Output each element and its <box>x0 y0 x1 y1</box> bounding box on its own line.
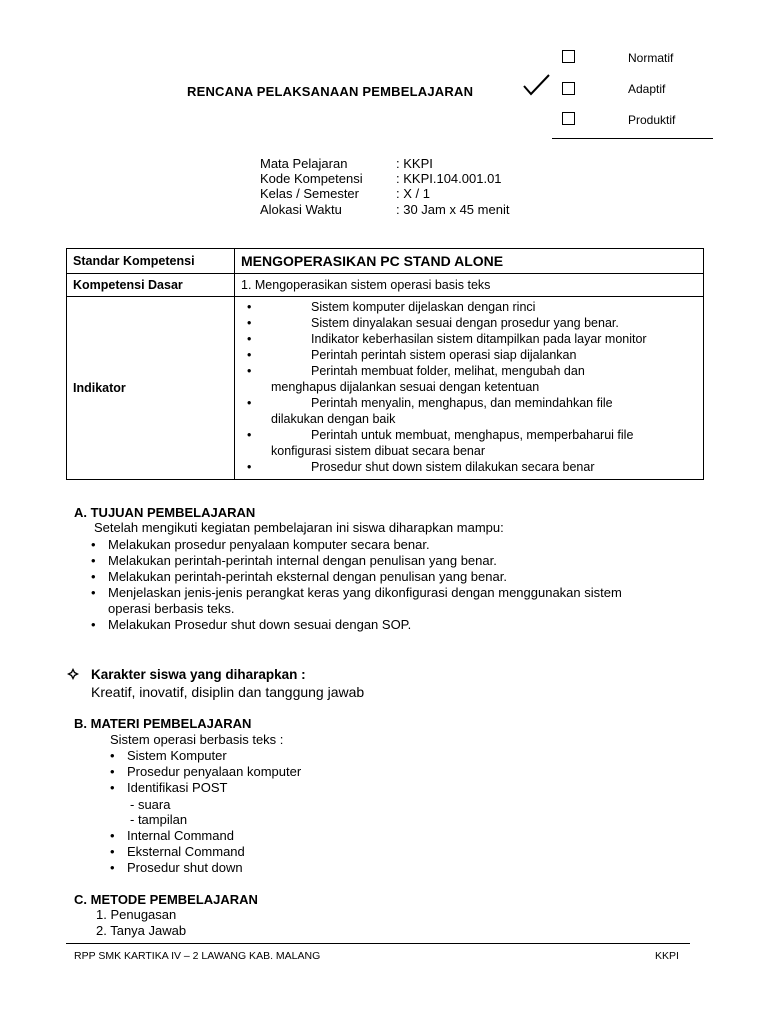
list-item: • Perintah untuk membuat, menghapus, memperbaharui file konfigurasi sistem dibuat secara benar <box>247 428 634 458</box>
list-item: • Melakukan Prosedur shut down sesuai dengan SOP. <box>91 617 412 632</box>
tujuan-list <box>88 537 708 633</box>
dasar-value: 1. Mengoperasikan sistem operasi basis teks <box>235 274 704 297</box>
indikator-cell <box>235 297 704 480</box>
page-title: RENCANA PELAKSANAAN PEMBELAJARAN <box>187 84 474 99</box>
meta-label: Kode Kompetensi <box>260 171 363 186</box>
metode-title: C. METODE PEMBELAJARAN <box>74 892 258 907</box>
meta-value: : KKPI <box>396 156 433 171</box>
list-item-text: Prosedur shut down <box>127 860 243 875</box>
produktif-checkbox[interactable] <box>562 112 575 125</box>
metode-item: 1. Penugasan <box>96 907 177 922</box>
list-item-text: menghapus dijalankan sesuai dengan ketentuan <box>271 380 540 394</box>
standar-value: MENGOPERASIKAN PC STAND ALONE <box>235 249 704 274</box>
list-item: • Prosedur shut down sistem dilakukan secara benar <box>247 460 595 474</box>
list-item-text: Perintah perintah sistem operasi siap dijalankan <box>311 348 577 362</box>
list-item: • Identifikasi POST <box>110 780 228 795</box>
materi-list <box>107 748 407 796</box>
produktif-label: Produktif <box>628 113 676 127</box>
dasar-label: Kompetensi Dasar <box>67 274 235 297</box>
list-item: • Prosedur penyalaan komputer <box>110 764 302 779</box>
list-item-text: Perintah membuat folder, melihat, mengubah dan <box>311 364 585 378</box>
list-item: • Melakukan perintah-perintah internal dengan penulisan yang benar. <box>91 553 497 568</box>
list-item-text: Melakukan perintah-perintah eksternal dengan penulisan yang benar. <box>108 569 507 584</box>
list-item: • Sistem dinyalakan sesuai dengan prosedur yang benar. <box>247 316 619 330</box>
meta-value: : 30 Jam x 45 menit <box>396 202 510 217</box>
footer-divider <box>66 943 690 944</box>
list-item: • Melakukan perintah-perintah eksternal dengan penulisan yang benar. <box>91 569 507 584</box>
list-item-text: Perintah menyalin, menghapus, dan memindahkan file <box>311 396 613 410</box>
list-item-text: konfigurasi sistem dibuat secara benar <box>271 444 486 458</box>
adaptif-checkbox[interactable] <box>562 82 575 95</box>
normatif-label: Normatif <box>628 51 674 65</box>
list-item: • Perintah membuat folder, melihat, mengubah dan menghapus dijalankan sesuai dengan ketentuan <box>247 364 585 394</box>
list-item-text: operasi berbasis teks. <box>108 601 235 616</box>
footer-left: RPP SMK KARTIKA IV – 2 LAWANG KAB. MALANG <box>74 950 321 962</box>
list-item: • Perintah perintah sistem operasi siap dijalankan <box>247 348 577 362</box>
tujuan-title: A. TUJUAN PEMBELAJARAN <box>74 505 256 520</box>
table-row <box>67 274 704 297</box>
metode-item: 2. Tanya Jawab <box>96 923 187 938</box>
list-item: • Melakukan prosedur penyalaan komputer secara benar. <box>91 537 430 552</box>
meta-value: : KKPI.104.001.01 <box>396 171 502 186</box>
materi-list <box>107 828 407 876</box>
footer-right: KKPI <box>655 950 679 962</box>
list-item: • Indikator keberhasilan sistem ditampilkan pada layar monitor <box>247 332 647 346</box>
standar-label: Standar Kompetensi <box>67 249 235 274</box>
list-item-text: Perintah untuk membuat, menghapus, memperbaharui file <box>311 428 634 442</box>
list-item-text: Internal Command <box>127 828 234 843</box>
table-row <box>67 249 704 274</box>
list-item-text: Melakukan perintah-perintah internal dengan penulisan yang benar. <box>108 553 497 568</box>
list-item: • Sistem Komputer <box>110 748 227 763</box>
list-item-text: Sistem komputer dijelaskan dengan rinci <box>311 300 536 314</box>
materi-intro: Sistem operasi berbasis teks : <box>110 732 284 747</box>
list-item-text: Sistem dinyalakan sesuai dengan prosedur yang benar. <box>311 316 619 330</box>
list-item-text: Prosedur penyalaan komputer <box>127 764 302 779</box>
list-item-text: Identifikasi POST <box>127 780 228 795</box>
indikator-label: Indikator <box>67 297 235 480</box>
adaptif-label: Adaptif <box>628 82 666 96</box>
karakter-text: Kreatif, inovatif, disiplin dan tanggung jawab <box>91 684 365 700</box>
list-item-text: dilakukan dengan baik <box>271 412 396 426</box>
list-item: • Eksternal Command <box>110 844 245 859</box>
checkmark-icon <box>522 72 552 98</box>
list-item-text: Eksternal Command <box>127 844 245 859</box>
competency-table <box>66 248 704 480</box>
table-row <box>67 297 704 480</box>
list-item: • Prosedur shut down <box>110 860 243 875</box>
list-item: • Internal Command <box>110 828 234 843</box>
list-item-text: Menjelaskan jenis-jenis perangkat keras yang dikonfigurasi dengan menggunakan sistem <box>108 585 622 600</box>
meta-value: : X / 1 <box>396 186 430 201</box>
list-item-text: Indikator keberhasilan sistem ditampilkan pada layar monitor <box>311 332 647 346</box>
list-item-text: Melakukan Prosedur shut down sesuai dengan SOP. <box>108 617 412 632</box>
materi-sub-item: - suara <box>130 797 171 812</box>
materi-title: B. MATERI PEMBELAJARAN <box>74 716 252 731</box>
header-divider <box>552 138 713 139</box>
meta-label: Mata Pelajaran <box>260 156 348 171</box>
meta-label: Alokasi Waktu <box>260 202 342 217</box>
materi-sub-item: - tampilan <box>130 812 188 827</box>
list-item: • Sistem komputer dijelaskan dengan rinci <box>247 300 536 314</box>
meta-label: Kelas / Semester <box>260 186 359 201</box>
tujuan-intro: Setelah mengikuti kegiatan pembelajaran ini siswa diharapkan mampu: <box>94 520 504 535</box>
diamond-bullet-icon <box>67 668 79 680</box>
indikator-list <box>241 297 697 479</box>
list-item-text: Sistem Komputer <box>127 748 227 763</box>
karakter-title: Karakter siswa yang diharapkan : <box>91 667 306 682</box>
list-item: • Perintah menyalin, menghapus, dan memindahkan file dilakukan dengan baik <box>247 396 613 426</box>
list-item-text: Prosedur shut down sistem dilakukan secara benar <box>311 460 595 474</box>
list-item: • Menjelaskan jenis-jenis perangkat keras yang dikonfigurasi dengan menggunakan sistem operasi berbasis teks. <box>91 585 622 616</box>
normatif-checkbox[interactable] <box>562 50 575 63</box>
list-item-text: Melakukan prosedur penyalaan komputer secara benar. <box>108 537 430 552</box>
